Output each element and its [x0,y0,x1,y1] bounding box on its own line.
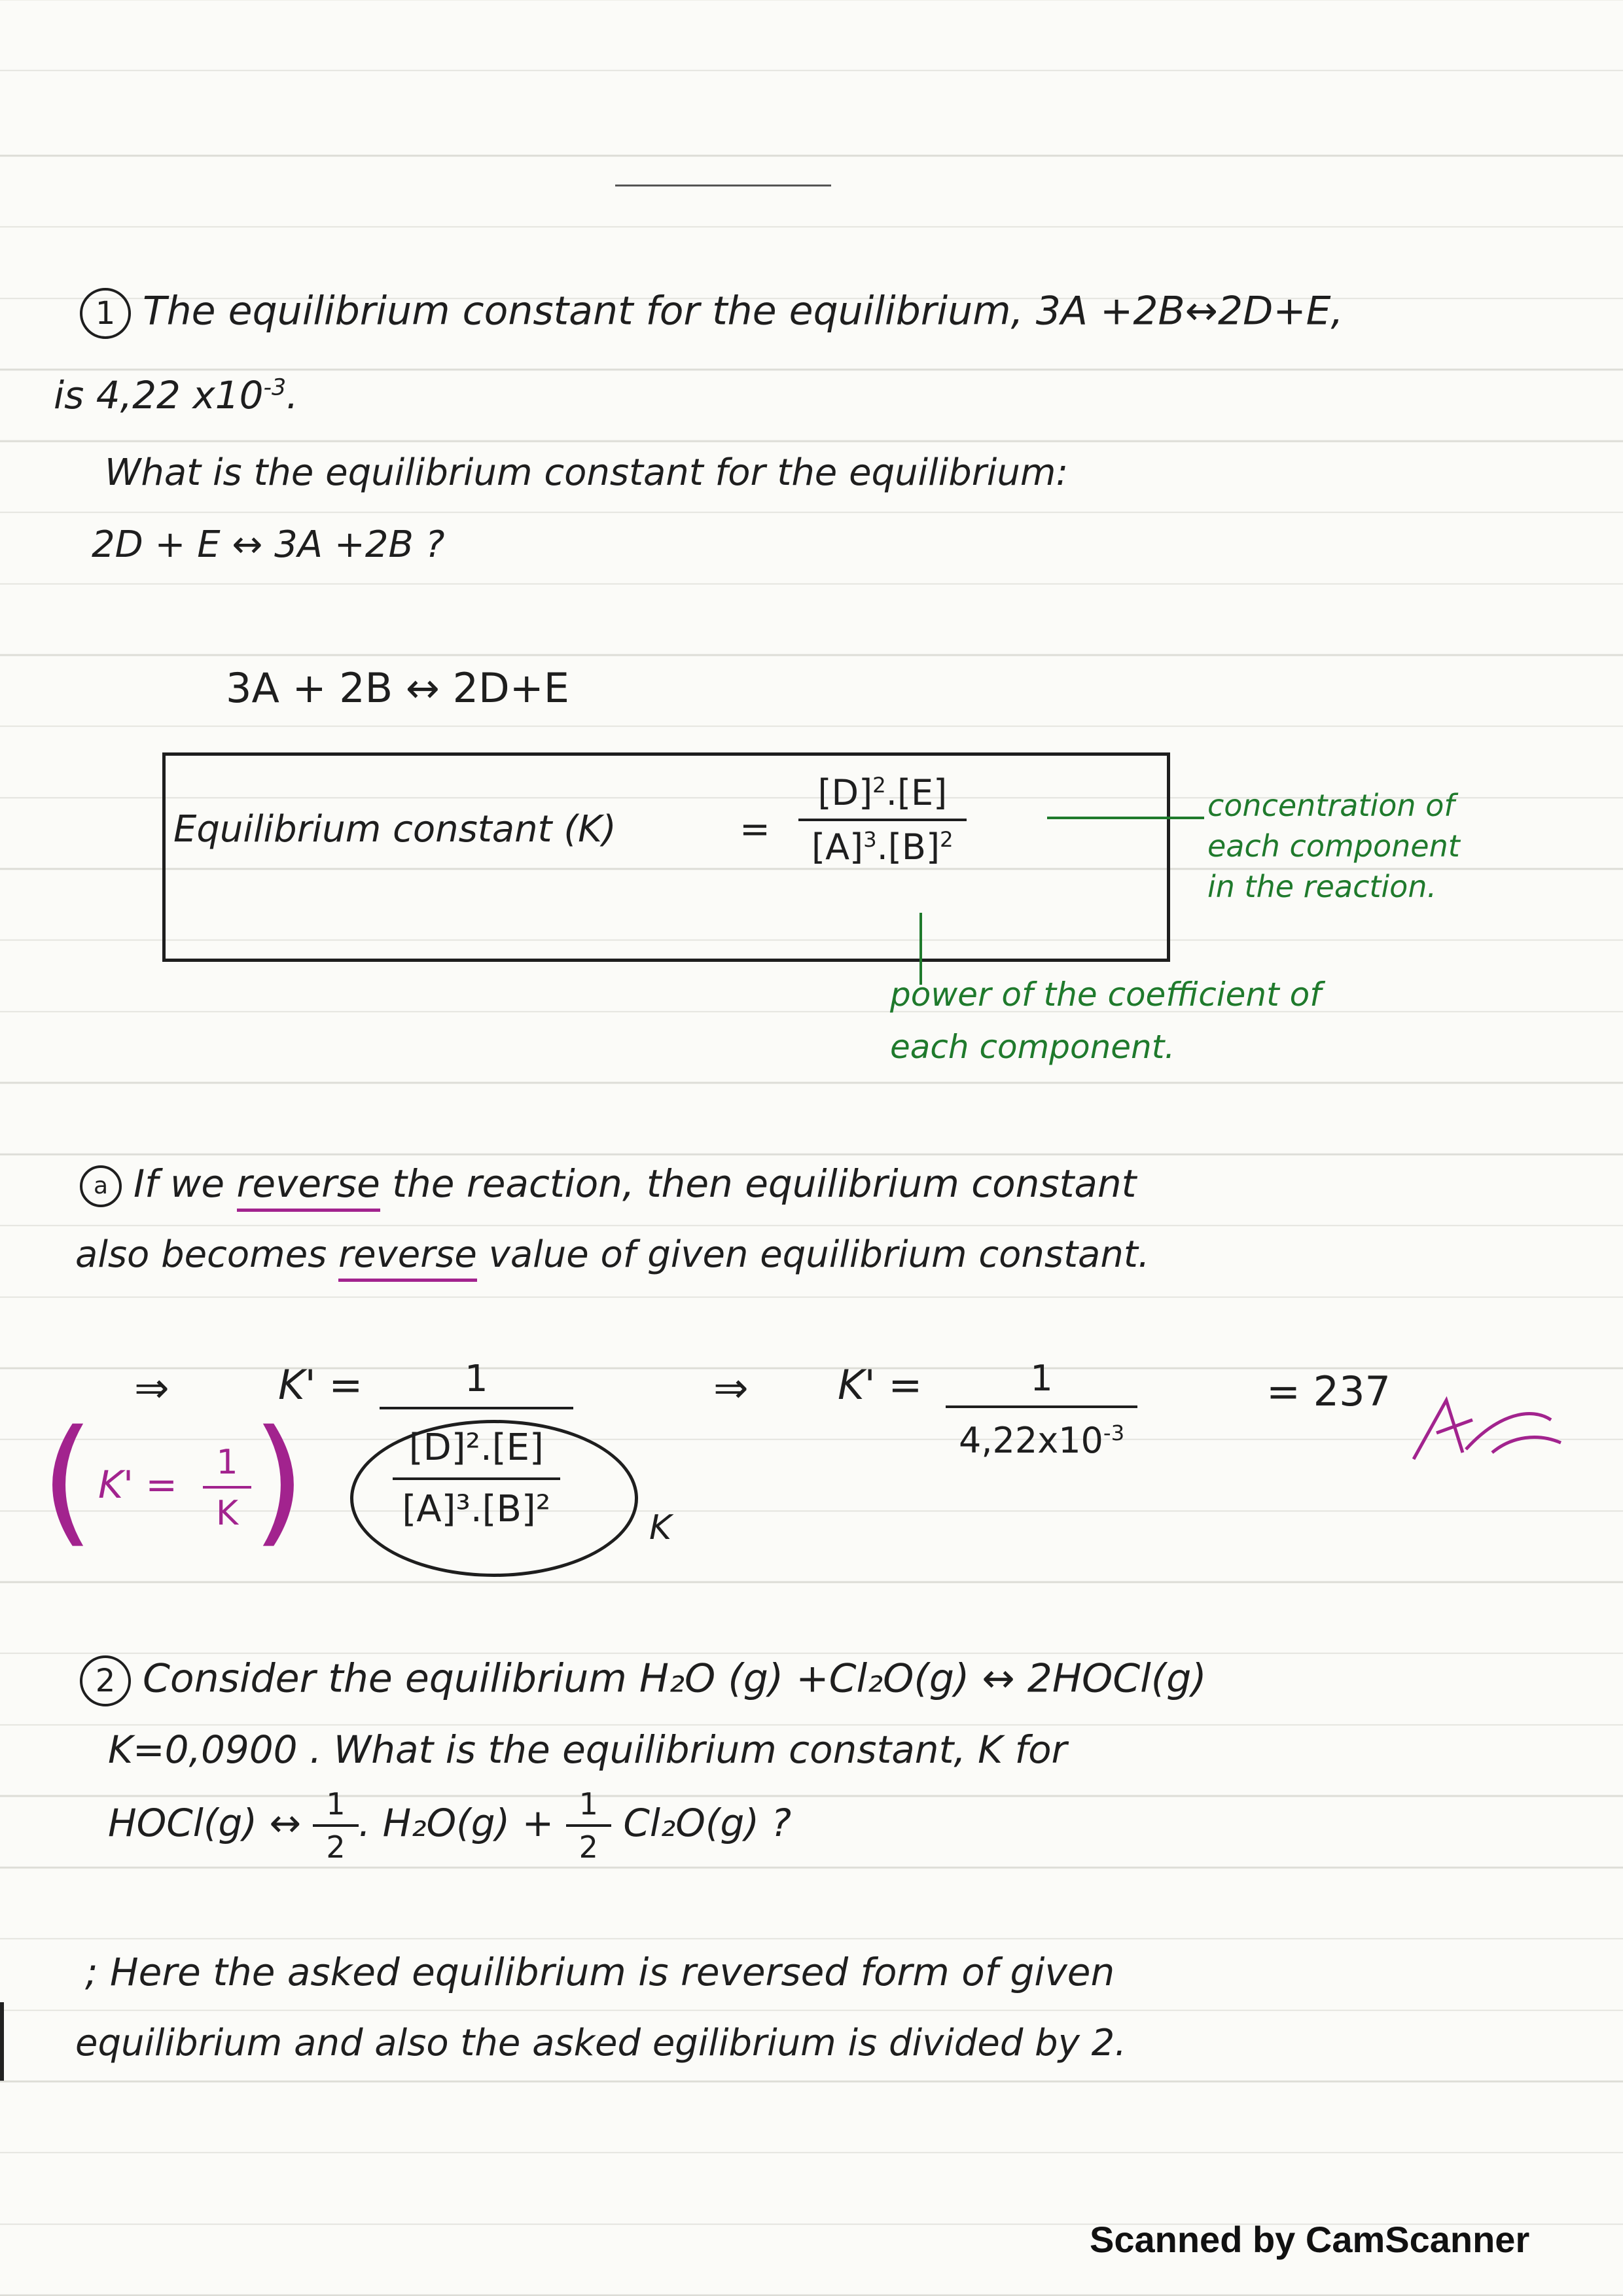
result-value: = 237 [1266,1368,1391,1415]
q1-number: 1 [80,288,131,339]
kprime-2-den-exp: -3 [1103,1421,1125,1445]
keq-b: [B] [887,826,940,868]
formula-denominator: K [216,1494,239,1533]
kprime-1-den-top: [D]².[E] [408,1426,544,1469]
half-denominator: 2 [579,1829,598,1865]
answer1-line2-post: value of given equilibrium constant. [476,1233,1150,1276]
formula-open-paren: ( [41,1400,94,1561]
q1-line4: 2D + E ↔ 3A +2B ? [92,523,445,566]
formula-fraction [203,1443,251,1533]
keq-a: [A] [812,826,864,868]
keq-a-exp: 3 [863,827,877,852]
q1-line1-text: The equilibrium constant for the equilibrium, 3A +2B↔2D+E, [143,288,1344,334]
kprime-label-2: K' = [838,1361,923,1409]
formula-close-paren: ) [252,1400,306,1561]
q2-line3-post: Cl₂O(g) ? [611,1801,792,1846]
circled-expression [350,1420,638,1577]
answer2-line1: ; Here the asked equilibrium is reversed form of given [85,1950,1115,1994]
answer1-line1-post: the reaction, then equilibrium constant [380,1161,1137,1206]
keq-box [162,752,1170,962]
q2-line2: K=0,0900 . What is the equilibrium constant, K for [108,1727,1067,1772]
kprime-2-numerator: 1 [946,1358,1137,1408]
q1-line2-post: . [286,373,298,417]
q2-line3-mid: . H₂O(g) + [358,1801,566,1846]
kprime-label-1: K' = [278,1361,363,1409]
power-note-line: each component. [890,1028,1175,1066]
keq-d: [D] [817,772,873,813]
power-note-line: power of the coefficient of [890,976,1321,1014]
signature [1400,1374,1571,1479]
answer1-line2-pre: also becomes [75,1233,339,1276]
kprime-fraction-2 [946,1358,1137,1461]
concentration-arrow [1047,817,1204,819]
q1-line3: What is the equilibrium constant for the equilibrium: [105,451,1069,494]
kprime-2-den: 4,22x10 [959,1420,1103,1461]
half-denominator: 2 [326,1829,346,1865]
reverse-highlight: reverse [338,1233,477,1282]
keq-e: [E] [897,772,948,813]
top-divider [615,185,831,186]
keq-b-exp: 2 [940,827,954,852]
scanner-watermark: Scanned by CamScanner [1090,2219,1530,2260]
answer2-line2: equilibrium and also the asked egilibrium is divided by 2. [75,2022,1127,2064]
implies-arrow-1: ⇒ [134,1364,169,1413]
keq-num-dot: . [885,772,897,813]
edge-mark [0,2002,4,2081]
concentration-note [1207,785,1460,907]
keq-d-exp: 2 [872,773,886,798]
q2-line3 [108,1786,791,1865]
formula-k-label: K' = [98,1462,178,1507]
q1-line2-exp: -3 [263,374,287,401]
keq-label: Equilibrium constant (K) [173,808,616,851]
formula-numerator: 1 [203,1443,251,1489]
q1-line1 [80,288,1344,339]
reverse-highlight: reverse [237,1161,380,1212]
kprime-1-den-bottom: [A]³.[B]² [393,1477,560,1539]
reaction-forward: 3A + 2B ↔ 2D+E [226,664,569,712]
q2-number: 2 [80,1655,131,1706]
answer1-line1-pre: If we [134,1161,237,1206]
concentration-note-line: concentration of [1207,788,1455,823]
answer1-line2 [75,1233,1150,1276]
q2-line1-text: Consider the equilibrium H₂O (g) +Cl₂O(g) ↔ 2HOCl(g) [143,1655,1207,1702]
implies-arrow-2: ⇒ [713,1364,749,1413]
power-note [890,968,1321,1073]
half-numerator: 1 [566,1786,611,1827]
q1-line2-pre: is 4,22 x10 [54,373,264,417]
half-numerator: 1 [313,1786,358,1827]
keq-den-dot: . [876,826,888,868]
q1-line2 [54,373,298,417]
answer1-marker: a [80,1165,122,1207]
kprime-1-numerator: 1 [380,1358,573,1409]
concentration-note-line: in the reaction. [1207,869,1437,904]
answer1-line1 [80,1161,1136,1207]
concentration-note-line: each component [1207,828,1460,864]
kprime-1-k: K [649,1508,672,1547]
keq-equals: = [740,808,770,851]
keq-fraction [798,772,967,868]
q2-line3-pre: HOCl(g) ↔ [108,1801,313,1846]
q2-line1 [80,1655,1207,1706]
